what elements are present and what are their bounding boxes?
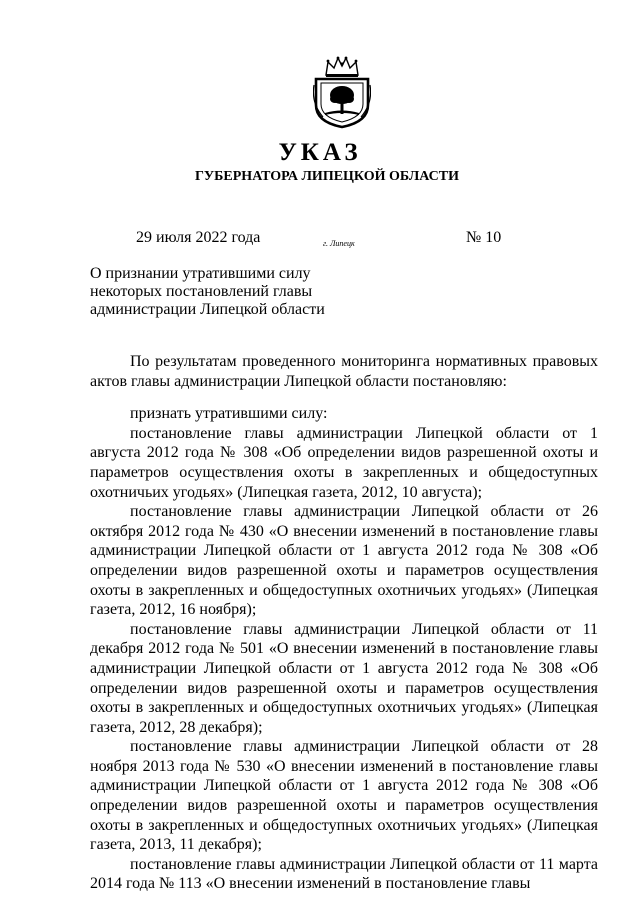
subject-line: О признании утратившими силу [90, 265, 311, 282]
document-date: 29 июля 2022 года [136, 229, 261, 246]
intro-paragraph: По результатам проведенного мониторинга нормативных правовых актов главы администрации Липецкой области постановляю: [90, 353, 598, 390]
repealed-act-item: постановление главы администрации Липецкой области от 1 августа 2012 года № 308 «Об определении видов разрешенной охоты и параметров осуществления охоты в закрепленных и общедоступных охотничьих угодьях» (Липецкая газета, 2012, 10 августа); [90, 424, 598, 501]
document-subtitle: ГУБЕРНАТОРА ЛИПЕЦКОЙ ОБЛАСТИ [194, 169, 459, 184]
subject-line: администрации Липецкой области [90, 301, 325, 318]
repealed-act-item: постановление главы администрации Липецкой области от 11 марта 2014 года № 113 «О внесении изменений в постановление главы [90, 855, 598, 893]
decision-paragraph: признать утратившими силу: [130, 405, 328, 423]
repealed-act-item: постановление главы администрации Липецкой области от 11 декабря 2012 года № 501 «О внесении изменений в постановление главы администрации Липецкой области от 1 августа 2012 года № 308 «Об определении видов разрешенной охоты и параметров осуществления охоты в закрепленных и общедоступных охотничьих угодьях» (Липецкая газета, 2012, 28 декабря); [90, 620, 598, 736]
document-title: УКАЗ [278, 139, 362, 166]
coat-of-arms-icon [313, 55, 371, 129]
repealed-act-item: постановление главы администрации Липецкой области от 26 октября 2012 года № 430 «О внесении изменений в постановление главы администрации Липецкой области от 1 августа 2012 года № 308 «Об определении видов разрешенной охоты и параметров осуществления охоты в закрепленных и общедоступных охотничьих угодьях» (Липецкая газета, 2012, 16 ноября); [90, 503, 598, 619]
document-place: г. Липецк [323, 239, 355, 248]
document-body [90, 352, 598, 894]
subject-line: некоторых постановлений главы [90, 283, 313, 300]
repealed-act-item: постановление главы администрации Липецкой области от 28 ноября 2013 года № 530 «О внесении изменений в постановление главы администрации Липецкой области от 1 августа 2012 года № 308 «Об определении видов разрешенной охоты и параметров осуществления охоты в закрепленных и общедоступных охотничьих угодьях» (Липецкая газета, 2013, 11 декабря); [90, 738, 598, 854]
document-number: № 10 [466, 229, 502, 246]
document-subject [90, 265, 325, 319]
